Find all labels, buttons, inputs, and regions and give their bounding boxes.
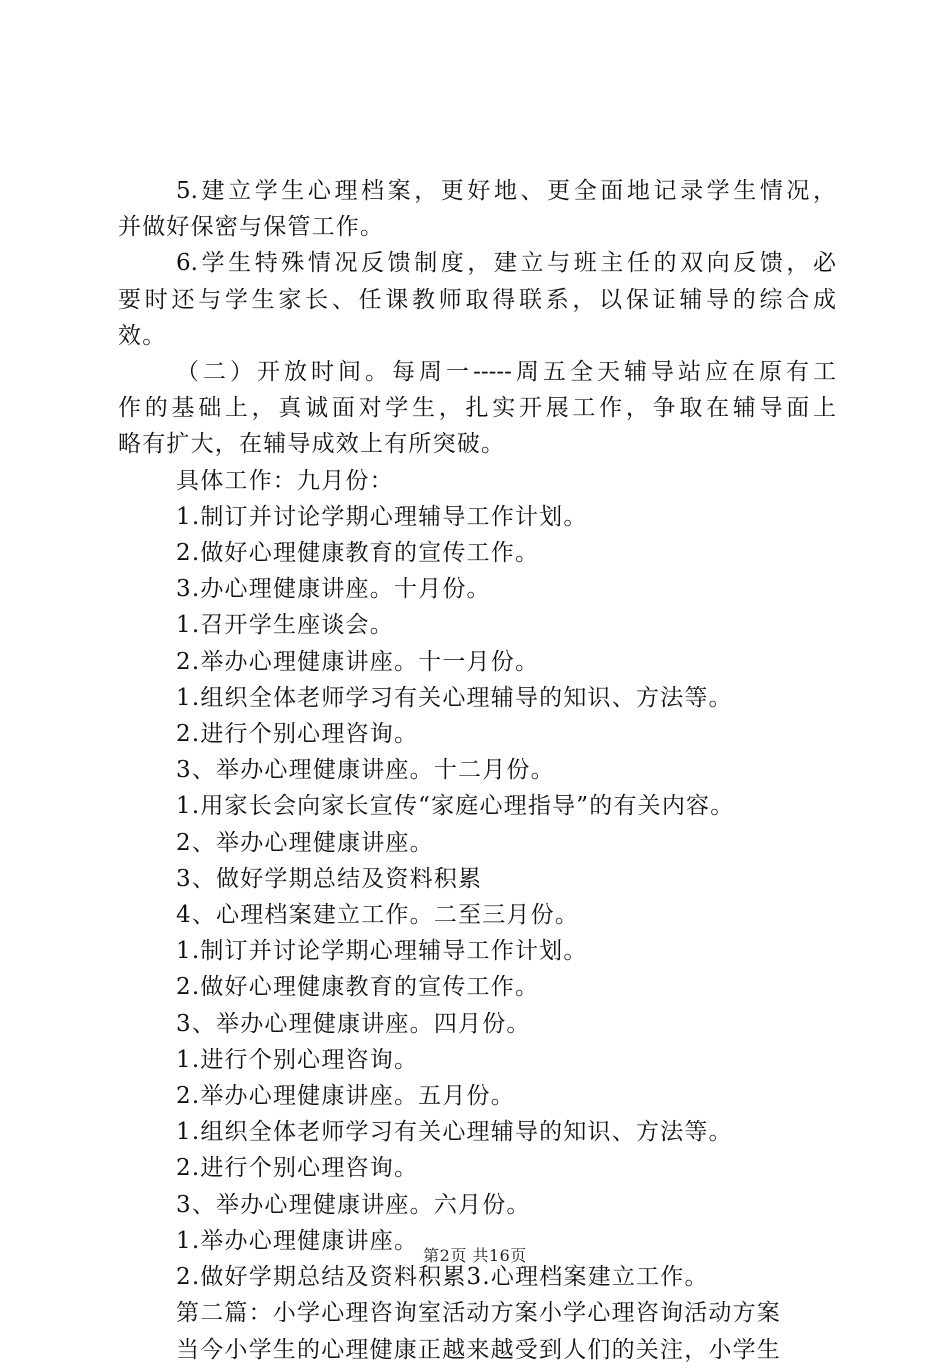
text-line: 作的基础上，真诚面对学生，扎实开展工作，争取在辅导面上: [118, 395, 836, 422]
text-line: 4、心理档案建立工作。二至三月份。: [176, 902, 580, 929]
text-line: 2.做好学期总结及资料积累3.心理档案建立工作。: [176, 1264, 709, 1291]
text-line: 第二篇：小学心理咨询室活动方案小学心理咨询活动方案: [176, 1300, 781, 1327]
text-line: （二）开放时间。每周一-----周五全天辅导站应在原有工: [176, 359, 836, 386]
document-body: [118, 173, 836, 1368]
text-line: 3、举办心理健康讲座。四月份。: [176, 1010, 531, 1037]
text-line: 并做好保密与保管工作。: [118, 214, 385, 241]
text-line: 2.进行个别心理咨询。: [176, 1155, 419, 1182]
text-line: 1.举办心理健康讲座。: [176, 1227, 419, 1254]
text-line: 当今小学生的心理健康正越来越受到人们的关注，小学生: [176, 1336, 781, 1363]
text-line: 1.组织全体老师学习有关心理辅导的知识、方法等。: [176, 684, 733, 711]
text-line: 1.进行个别心理咨询。: [176, 1046, 419, 1073]
text-line: 3.办心理健康讲座。十月份。: [176, 576, 491, 603]
text-line: 要时还与学生家长、任课教师取得联系，以保证辅导的综合成: [118, 286, 836, 313]
text-line: 1.组织全体老师学习有关心理辅导的知识、方法等。: [176, 1119, 733, 1146]
text-line: 2.做好心理健康教育的宣传工作。: [176, 540, 540, 567]
text-line: 5.建立学生心理档案，更好地、更全面地记录学生情况，: [176, 178, 836, 204]
text-line: 2.做好心理健康教育的宣传工作。: [176, 974, 540, 1001]
text-line: 效。: [118, 322, 167, 349]
text-line: 2.举办心理健康讲座。五月份。: [176, 1083, 515, 1110]
text-line: 1.制订并讨论学期心理辅导工作计划。: [176, 938, 588, 965]
text-line: 略有扩大，在辅导成效上有所突破。: [118, 431, 506, 458]
text-line: 1.召开学生座谈会。: [176, 612, 394, 639]
text-line: 2、举办心理健康讲座。: [176, 829, 434, 856]
text-line: 1.用家长会向家长宣传“家庭心理指导”的有关内容。: [176, 793, 735, 820]
text-line: 具体工作：九月份：: [176, 467, 394, 494]
text-line: 6.学生特殊情况反馈制度，建立与班主任的双向反馈，必: [176, 250, 836, 277]
text-line: 2.进行个别心理咨询。: [176, 721, 419, 748]
text-line: 2.举办心理健康讲座。十一月份。: [176, 648, 540, 675]
text-line: 3、举办心理健康讲座。十二月份。: [176, 757, 555, 784]
text-line: 3、做好学期总结及资料积累: [176, 865, 483, 892]
text-line: 3、举办心理健康讲座。六月份。: [176, 1191, 531, 1218]
text-line: 1.制订并讨论学期心理辅导工作计划。: [176, 503, 588, 530]
page-footer: 第2页 共16页: [423, 1246, 527, 1265]
